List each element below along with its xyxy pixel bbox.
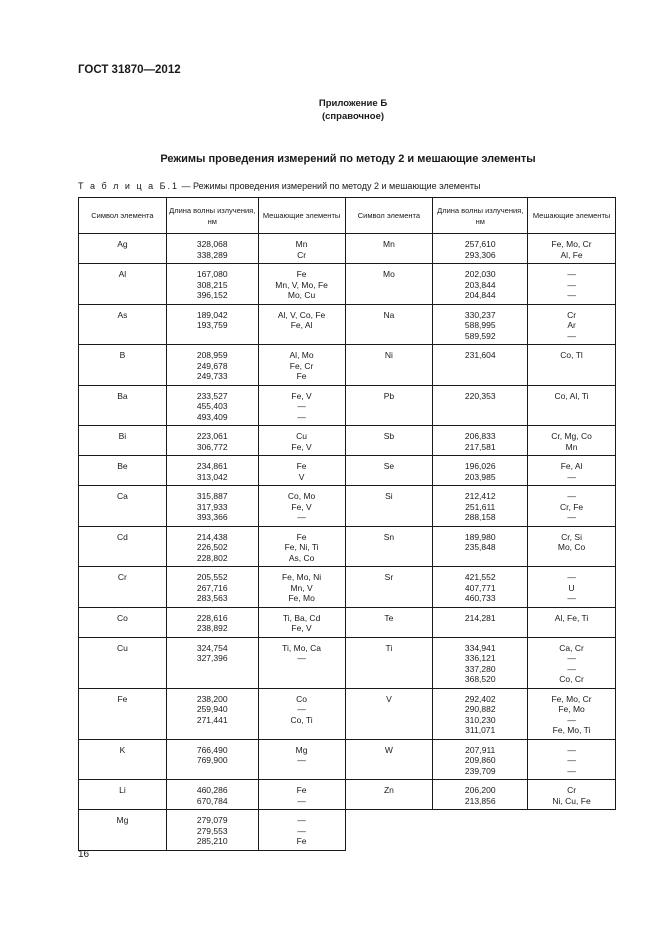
wavelength-cell-line: 288,158: [464, 512, 496, 522]
wavelength-cell-line: 267,716: [196, 582, 228, 593]
interfering-cell-line: Cr, Si: [561, 531, 582, 542]
wavelength-cell-line: 209,860: [464, 755, 496, 765]
interfering-cell-line: As, Co: [288, 552, 315, 563]
wavelength-cell: [433, 426, 528, 456]
interfering-cell-line: Mg: [295, 744, 308, 755]
interfering-cell-line: Ni, Cu, Fe: [552, 795, 591, 806]
interfering-cell: [258, 810, 345, 851]
wavelength-cell-line: 204,844: [464, 290, 496, 300]
element-symbol: Ba: [79, 385, 167, 426]
header-wavelength-left: Длина волны излучения, нм: [166, 198, 258, 234]
wavelength-cell: [433, 345, 528, 386]
wavelength-cell-line: 310,230: [464, 714, 496, 725]
interfering-cell-line: Co, Mo: [287, 491, 316, 501]
wavelength-cell-line: 766,490: [196, 744, 228, 755]
interfering-cell-line: Co, Al, Ti: [554, 390, 589, 401]
wavelength-cell-line: 217,581: [464, 441, 496, 452]
interfering-cell-line: —: [297, 411, 306, 422]
element-symbol: Mn: [345, 234, 433, 264]
wavelength-cell: [433, 304, 528, 345]
interfering-cell: [528, 426, 616, 456]
interfering-cell-line: Al, V, Co, Fe: [277, 309, 326, 320]
interfering-cell-line: Al, Fe: [560, 249, 583, 260]
wavelength-cell-line: 257,610: [464, 239, 496, 249]
table-row: [79, 264, 616, 305]
interfering-cell-line: Fe: [296, 371, 307, 381]
element-symbol: Sn: [345, 526, 433, 567]
element-symbol: Mg: [79, 810, 167, 851]
interfering-cell-line: Fe, Mo, Cr: [551, 239, 592, 249]
page-number: 16: [78, 849, 90, 860]
wavelength-cell-line: 214,438: [196, 531, 228, 542]
wavelength-cell-line: 193,759: [196, 320, 228, 330]
table-row: [79, 526, 616, 567]
wavelength-cell: [166, 637, 258, 688]
interfering-cell: [258, 739, 345, 780]
wavelength-cell-line: 208,959: [196, 350, 228, 360]
wavelength-cell: [166, 780, 258, 810]
wavelength-cell: [166, 304, 258, 345]
interfering-cell: [258, 526, 345, 567]
interfering-cell-line: U: [568, 582, 575, 593]
interfering-cell-line: Fe, Al: [560, 461, 583, 471]
annex-heading: [0, 97, 661, 123]
interfering-cell: [528, 234, 616, 264]
element-symbol: Bi: [79, 426, 167, 456]
wavelength-cell-line: 249,678: [196, 360, 228, 371]
interfering-cell: [258, 345, 345, 386]
interfering-cell-line: —: [297, 512, 306, 522]
wavelength-cell-line: 226,502: [196, 542, 228, 552]
interfering-cell-line: —: [297, 653, 306, 663]
table-row: [79, 567, 616, 608]
section-title: Режимы проведения измерений по методу 2 и мешающие элементы: [160, 153, 536, 165]
interfering-cell-line: Fe, V: [291, 441, 312, 452]
interfering-cell-line: —: [567, 572, 576, 582]
interfering-cell-line: —: [297, 755, 306, 765]
interfering-cell: [528, 345, 616, 386]
interfering-cell-line: —: [567, 593, 576, 603]
element-symbol: W: [345, 739, 433, 780]
wavelength-cell-line: 279,079: [196, 815, 228, 825]
wavelength-cell-line: 588,995: [464, 320, 496, 330]
wavelength-cell-line: 214,281: [464, 612, 496, 623]
element-symbol: As: [79, 304, 167, 345]
interfering-cell: [528, 567, 616, 608]
annex-subtitle: (справочное): [321, 111, 385, 122]
header-wavelength-right: Длина волны излучения, нм: [433, 198, 528, 234]
interfering-cell-line: Fe, Ni, Ti: [284, 542, 319, 552]
interfering-cell-line: Cr, Fe: [559, 501, 584, 512]
interfering-cell-line: Ti, Ba, Cd: [282, 612, 321, 623]
wavelength-cell-line: 334,941: [464, 642, 496, 653]
wavelength-cell-line: 205,552: [196, 572, 228, 582]
wavelength-cell-line: 493,409: [196, 411, 228, 422]
wavelength-cell-line: 223,061: [196, 431, 228, 441]
element-symbol: Al: [79, 264, 167, 305]
interfering-cell-line: Fe: [296, 836, 307, 846]
interfering-cell-line: —: [567, 765, 576, 776]
table-caption-prefix: Т а б л и ц а Б.1: [78, 181, 180, 191]
wavelength-cell: [166, 486, 258, 527]
wavelength-cell-line: 203,985: [464, 471, 496, 482]
table-row: [79, 304, 616, 345]
empty-cell: [345, 810, 433, 851]
table-row: [79, 486, 616, 527]
interfering-cell-line: Al, Fe, Ti: [554, 612, 589, 623]
element-symbol: Cd: [79, 526, 167, 567]
element-symbol: Te: [345, 607, 433, 637]
wavelength-cell: [166, 567, 258, 608]
interfering-cell: [528, 526, 616, 567]
wavelength-cell-line: 290,882: [464, 704, 496, 714]
element-symbol: Li: [79, 780, 167, 810]
table-row: [79, 234, 616, 264]
wavelength-cell-line: 293,306: [464, 249, 496, 260]
interfering-cell-line: —: [567, 714, 576, 725]
element-symbol: K: [79, 739, 167, 780]
interfering-cell-line: Mn, V, Mo, Fe: [275, 279, 328, 290]
wavelength-cell: [433, 607, 528, 637]
wavelength-cell-line: 238,200: [196, 693, 228, 704]
interfering-cell: [258, 264, 345, 305]
wavelength-cell: [433, 567, 528, 608]
interfering-cell-line: Fe: [296, 531, 307, 542]
interfering-cell-line: Fe, Mo, Ni: [281, 572, 322, 582]
element-symbol: Ni: [345, 345, 433, 386]
element-symbol: B: [79, 345, 167, 386]
interfering-cell: [528, 688, 616, 739]
wavelength-cell-line: 251,611: [465, 501, 496, 512]
wavelength-cell-line: 202,030: [464, 269, 496, 279]
interfering-cell-line: Fe, Mo: [288, 593, 315, 603]
empty-cell: [433, 810, 528, 851]
interfering-cell: [258, 637, 345, 688]
interfering-cell-line: V: [298, 471, 305, 482]
wavelength-cell: [433, 739, 528, 780]
wavelength-cell-line: 203,844: [464, 279, 496, 290]
wavelength-cell: [166, 739, 258, 780]
wavelength-cell-line: 238,892: [196, 623, 228, 633]
table-body: [79, 234, 616, 851]
interfering-cell: [528, 637, 616, 688]
wavelength-cell: [433, 526, 528, 567]
interfering-cell-line: Fe, Mo, Cr: [551, 693, 592, 704]
interfering-cell: [258, 456, 345, 486]
interfering-cell-line: Fe: [296, 269, 307, 279]
wavelength-cell-line: 670,784: [196, 795, 228, 806]
wavelength-cell-line: 234,861: [196, 461, 228, 471]
interfering-cell-line: Ar: [567, 320, 576, 330]
interfering-cell-line: Fe: [296, 461, 307, 471]
interfering-cell-line: Fe, Mo: [558, 704, 585, 714]
wavelength-cell-line: 313,042: [196, 471, 228, 482]
wavelength-cell-line: 228,616: [196, 612, 228, 623]
wavelength-cell-line: 306,772: [196, 441, 228, 452]
element-symbol: Cr: [79, 567, 167, 608]
interfering-cell-line: —: [297, 815, 306, 825]
table-row: [79, 739, 616, 780]
element-symbol: Fe: [79, 688, 167, 739]
element-symbol: Be: [79, 456, 167, 486]
wavelength-cell: [166, 385, 258, 426]
wavelength-cell-line: 460,286: [196, 785, 228, 795]
interfering-cell: [528, 486, 616, 527]
interfering-cell-line: Cr: [297, 249, 307, 260]
table-row: [79, 426, 616, 456]
element-symbol: Cu: [79, 637, 167, 688]
wavelength-cell-line: 279,553: [196, 825, 228, 836]
wavelength-cell-line: 315,887: [196, 491, 228, 501]
interfering-cell: [528, 304, 616, 345]
wavelength-cell-line: 317,933: [196, 501, 228, 512]
wavelength-cell: [433, 688, 528, 739]
wavelength-cell-line: 393,366: [196, 512, 228, 522]
interfering-cell-line: Mn: [565, 441, 578, 452]
interfering-cell: [258, 304, 345, 345]
interfering-cell-line: Fe, V: [291, 390, 312, 401]
interfering-cell-line: —: [567, 663, 576, 674]
wavelength-cell: [166, 426, 258, 456]
table-header-row: [79, 198, 616, 234]
element-symbol: Na: [345, 304, 433, 345]
wavelength-cell-line: 249,733: [196, 371, 228, 381]
wavelength-cell: [433, 637, 528, 688]
header-interfering-left: Мешающие элементы: [258, 198, 345, 234]
wavelength-cell-line: 338,289: [196, 249, 228, 260]
table-row: [79, 607, 616, 637]
interfering-cell: [528, 607, 616, 637]
interfering-cell-line: Mo, Co: [557, 542, 586, 552]
interfering-cell-line: —: [567, 653, 576, 663]
element-symbol: Ag: [79, 234, 167, 264]
interfering-cell-line: Ti, Mo, Ca: [282, 642, 322, 653]
table-row: [79, 810, 616, 851]
interfering-cell-line: —: [567, 330, 576, 341]
element-symbol: Pb: [345, 385, 433, 426]
interfering-cell: [258, 607, 345, 637]
wavelength-cell-line: 328,068: [196, 239, 228, 249]
interfering-cell-line: —: [567, 471, 576, 482]
table-row: [79, 780, 616, 810]
wavelength-cell: [166, 234, 258, 264]
interfering-cell-line: —: [567, 290, 576, 300]
element-symbol: Co: [79, 607, 167, 637]
header-symbol-left: Символ элемента: [79, 198, 167, 234]
wavelength-cell: [433, 385, 528, 426]
interfering-cell-line: —: [567, 755, 576, 765]
element-symbol: Sb: [345, 426, 433, 456]
wavelength-cell-line: 213,856: [464, 795, 496, 806]
wavelength-cell: [166, 526, 258, 567]
interfering-cell-line: Fe, Cr: [289, 360, 314, 371]
element-symbol: Ca: [79, 486, 167, 527]
annex-title: Приложение Б: [318, 98, 388, 109]
wavelength-cell-line: 336,121: [464, 653, 496, 663]
wavelength-cell-line: 292,402: [464, 693, 496, 704]
interfering-cell-line: Fe, Mo, Ti: [552, 725, 591, 735]
wavelength-cell-line: 589,592: [464, 330, 496, 341]
interfering-cell-line: Co, Cr: [559, 674, 584, 684]
wavelength-cell-line: 259,940: [196, 704, 228, 714]
element-symbol: Sr: [345, 567, 433, 608]
wavelength-cell-line: 311,071: [465, 725, 496, 735]
wavelength-cell-line: 212,412: [464, 491, 496, 501]
interfering-cell-line: Co: [296, 693, 307, 704]
interfering-cell: [258, 426, 345, 456]
table-row: [79, 637, 616, 688]
wavelength-cell: [166, 607, 258, 637]
wavelength-cell-line: 271,441: [196, 714, 228, 725]
interfering-cell-line: Mn: [295, 239, 308, 249]
wavelength-cell: [433, 780, 528, 810]
interfering-cell-line: Fe, V: [291, 623, 312, 633]
interfering-cell-line: Ca, Cr: [559, 642, 584, 653]
wavelength-cell: [166, 456, 258, 486]
interfering-cell: [258, 234, 345, 264]
wavelength-cell-line: 337,280: [464, 663, 496, 674]
wavelength-cell-line: 228,802: [196, 552, 228, 563]
wavelength-cell-line: 189,980: [464, 531, 496, 542]
wavelength-cell-line: 407,771: [464, 582, 496, 593]
wavelength-cell-line: 235,848: [464, 542, 496, 552]
interfering-cell-line: Fe, Al: [290, 320, 313, 330]
wavelength-cell-line: 327,396: [196, 653, 228, 663]
header-interfering-right: Мешающие элементы: [528, 198, 616, 234]
interfering-cell-line: —: [567, 491, 576, 501]
interfering-cell-line: —: [567, 744, 576, 755]
interfering-cell: [528, 780, 616, 810]
wavelength-cell-line: 460,733: [464, 593, 496, 603]
wavelength-cell-line: 206,833: [464, 431, 496, 441]
wavelength-cell: [166, 810, 258, 851]
interfering-cell-line: Cr, Mg, Co: [551, 431, 592, 441]
interfering-cell: [528, 385, 616, 426]
element-symbol: Se: [345, 456, 433, 486]
header-symbol-right: Символ элемента: [345, 198, 433, 234]
wavelength-cell-line: 368,520: [464, 674, 496, 684]
interfering-cell-line: Al, Mo: [289, 350, 314, 360]
element-symbol: Ti: [345, 637, 433, 688]
wavelength-cell-line: 324,754: [196, 642, 228, 653]
interfering-cell-line: Co, Ti: [290, 714, 313, 725]
interfering-cell: [528, 456, 616, 486]
wavelength-cell-line: 455,403: [196, 401, 228, 411]
interfering-cell-line: Co, Tl: [560, 350, 583, 360]
wavelength-cell: [433, 456, 528, 486]
interfering-cell: [258, 688, 345, 739]
interfering-cell: [528, 264, 616, 305]
interfering-cell-line: Fe: [296, 785, 307, 795]
wavelength-cell: [166, 688, 258, 739]
wavelength-cell: [433, 264, 528, 305]
wavelength-cell-line: 167,080: [196, 269, 228, 279]
wavelength-cell-line: 233,527: [196, 390, 228, 401]
wavelength-cell-line: 396,152: [196, 290, 228, 300]
interfering-cell-line: —: [567, 269, 576, 279]
interfering-cell-line: Cr: [567, 309, 577, 320]
wavelength-cell: [166, 264, 258, 305]
table-row: [79, 456, 616, 486]
interfering-cell-line: —: [297, 704, 306, 714]
interfering-cell-line: Cr: [567, 785, 577, 795]
wavelength-cell-line: 330,237: [464, 309, 496, 320]
interfering-cell-line: —: [297, 401, 306, 411]
interfering-cell: [528, 739, 616, 780]
table-caption-text: — Режимы проведения измерений по методу 2 и мешающие элементы: [179, 181, 481, 191]
wavelength-cell: [433, 486, 528, 527]
wavelength-cell-line: 769,900: [196, 755, 228, 765]
wavelength-cell-line: 189,042: [196, 309, 228, 320]
element-symbol: Si: [345, 486, 433, 527]
wavelength-cell-line: 231,604: [464, 350, 496, 360]
interfering-cell-line: —: [567, 279, 576, 290]
interfering-cell-line: Fe, V: [291, 501, 312, 512]
interfering-cell-line: Mo, Cu: [287, 290, 316, 300]
wavelength-cell-line: 283,563: [196, 593, 228, 603]
element-symbol: Zn: [345, 780, 433, 810]
interfering-cell-line: —: [297, 795, 306, 806]
standard-code: ГОСТ 31870—2012: [78, 64, 181, 76]
wavelength-cell-line: 207,911: [465, 744, 496, 755]
interfering-cell: [258, 567, 345, 608]
element-symbol: V: [345, 688, 433, 739]
interfering-cell: [258, 385, 345, 426]
interfering-cell: [258, 486, 345, 527]
table-row: [79, 688, 616, 739]
wavelength-cell-line: 220,353: [464, 390, 496, 401]
interfering-cell-line: —: [567, 512, 576, 522]
wavelength-cell-line: 206,200: [464, 785, 496, 795]
wavelength-cell-line: 239,709: [464, 765, 496, 776]
wavelength-cell-line: 285,210: [196, 836, 228, 846]
wavelength-cell-line: 308,215: [196, 279, 228, 290]
interfering-cell: [258, 780, 345, 810]
table-row: [79, 385, 616, 426]
table-caption: [78, 181, 481, 191]
interfering-cell-line: Cu: [296, 431, 307, 441]
wavelength-cell: [166, 345, 258, 386]
wavelength-cell: [433, 234, 528, 264]
element-symbol: Mo: [345, 264, 433, 305]
interfering-cell-line: —: [297, 825, 306, 836]
wavelength-cell-line: 421,552: [464, 572, 496, 582]
wavelength-table: [78, 197, 616, 851]
interfering-cell-line: Mn, V: [290, 582, 313, 593]
empty-cell: [528, 810, 616, 851]
wavelength-cell-line: 196,026: [464, 461, 496, 471]
table-row: [79, 345, 616, 386]
